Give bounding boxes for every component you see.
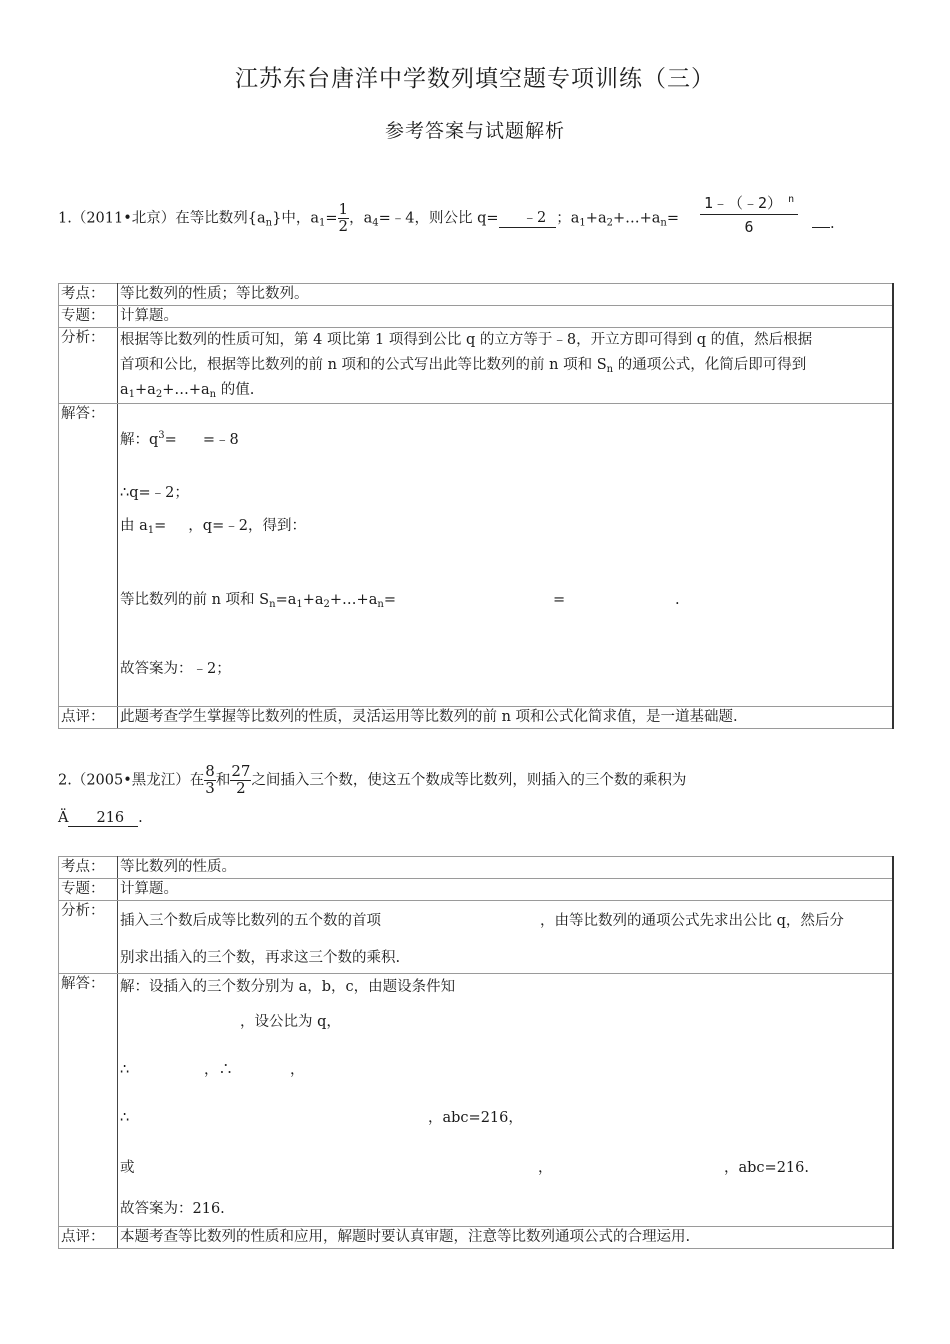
text: 的通项公式，化简后即可得到 — [613, 357, 807, 373]
fraction-numerator: 1 — [338, 200, 349, 218]
fraction-numerator: 8 — [205, 762, 215, 780]
fraction-denominator: 3 — [205, 778, 215, 797]
jieda-text: ，abc=216， — [428, 1110, 523, 1126]
therefore-symbol: ∴ — [120, 1110, 130, 1126]
zhuanti-content: 计算题。 — [118, 879, 894, 901]
q1-answer-2 — [700, 194, 798, 236]
sub: 1 — [147, 525, 155, 536]
text: 等比数列的前 n 项和 S — [120, 592, 270, 608]
zhuanti-label: 专题： — [59, 306, 118, 328]
sub: n — [209, 389, 217, 400]
jieda-text: ，abc=216. — [724, 1160, 809, 1176]
dianping-content: 本题考查等比数列的性质和应用，解题时要认真审题，注意等比数列通项公式的合理运用. — [118, 1227, 894, 1249]
q1-sub: 4 — [372, 217, 379, 229]
kaodian-content: 等比数列的性质。 — [118, 857, 894, 879]
dianping-content: 此题考查学生掌握等比数列的性质，灵活运用等比数列的前 n 项和公式化简求值，是一道基础题. — [118, 707, 894, 729]
q1-fraction — [338, 202, 350, 235]
answer-exponent: n — [788, 194, 795, 205]
kaodian-label: 考点： — [59, 857, 118, 879]
q1-text: = — [666, 210, 680, 227]
jieda-text: ， — [538, 1160, 553, 1176]
jieda-content — [118, 404, 894, 707]
q2-solution-table — [58, 856, 894, 1249]
q1-sub: 1 — [319, 217, 326, 229]
text: = — [383, 592, 396, 608]
answer-numerator: 1﹣（﹣2） — [704, 194, 783, 212]
jieda-content — [118, 974, 894, 1227]
q2-fraction-1 — [204, 764, 216, 797]
q1-sub: 2 — [606, 217, 613, 229]
q2-text: 和 — [215, 772, 231, 789]
q1-sub: n — [265, 217, 273, 229]
jieda-label: 解答： — [59, 974, 118, 1227]
zhuanti-label: 专题： — [59, 879, 118, 901]
dianping-label: 点评： — [59, 1227, 118, 1249]
jieda-line: ，设公比为 q， — [240, 1014, 341, 1030]
fraction-numerator: 27 — [231, 762, 251, 780]
question-1 — [58, 202, 679, 235]
jieda-line — [120, 430, 239, 451]
q1-text: = — [325, 210, 338, 227]
q1-sub: 1 — [579, 217, 586, 229]
q1-text: =﹣4，则公比 q= — [378, 210, 499, 227]
q1-solution-table — [58, 283, 894, 729]
page-title: 江苏东台唐洋中学数列填空题专项训练（三） — [235, 66, 715, 92]
q2-end: . — [138, 810, 143, 826]
jieda-label: 解答： — [59, 404, 118, 707]
sub: 2 — [155, 389, 163, 400]
fraction-denominator: 2 — [236, 778, 246, 797]
text: a — [120, 382, 129, 398]
jieda-line: 解：设插入的三个数分别为 a，b，c，由题设条件知 — [120, 979, 456, 995]
fenxi-line: ，由等比数列的通项公式先求出公比 q，然后分 — [540, 913, 844, 929]
text: = — [164, 432, 177, 448]
fraction-denominator: 2 — [338, 216, 349, 235]
blank-underline — [812, 227, 830, 228]
fenxi-content — [118, 901, 894, 974]
text: 解：q — [120, 432, 159, 448]
q1-text: +a — [585, 210, 607, 227]
sub: 1 — [296, 599, 303, 610]
q2-prefix-glyph: Ä — [58, 810, 69, 826]
table-row — [59, 879, 894, 901]
table-row — [59, 306, 894, 328]
q1-answer-end — [812, 216, 835, 232]
fenxi-content — [118, 328, 894, 404]
kaodian-label: 考点： — [59, 284, 118, 306]
fenxi-label: 分析： — [59, 901, 118, 974]
text: +…+a — [162, 382, 210, 398]
q2-text: 2.（2005•黑龙江）在 — [58, 772, 205, 789]
table-row — [59, 404, 894, 707]
fenxi-line — [120, 353, 890, 378]
jieda-line: 故答案为：216. — [120, 1201, 225, 1217]
fenxi-line — [120, 378, 890, 403]
table-row — [59, 284, 894, 306]
sub: n — [606, 364, 614, 375]
jieda-line — [120, 516, 306, 537]
table-row — [59, 901, 894, 974]
answer-denominator: 6 — [744, 218, 754, 236]
text: =﹣8 — [202, 432, 239, 448]
text: +a — [302, 592, 324, 608]
page-subtitle: 参考答案与试题解析 — [384, 120, 565, 142]
q1-text: 1.（2011•北京）在等比数列{a — [58, 210, 266, 227]
q2-fraction-2 — [230, 764, 251, 797]
sup: 3 — [158, 430, 165, 441]
q1-text: +…+a — [612, 210, 661, 227]
sub: 2 — [323, 599, 330, 610]
q1-end: . — [830, 216, 835, 232]
jieda-text: ， — [290, 1062, 305, 1078]
question-2 — [58, 764, 686, 797]
jieda-period: . — [675, 592, 680, 608]
jieda-line — [120, 590, 396, 611]
table-row — [59, 974, 894, 1227]
text: 的值. — [216, 382, 255, 398]
sub: n — [377, 599, 384, 610]
table-row — [59, 1227, 894, 1249]
q1-sub: n — [660, 217, 667, 229]
dianping-label: 点评： — [59, 707, 118, 729]
table-row — [59, 707, 894, 729]
jieda-line: 故答案为：﹣2； — [120, 661, 231, 677]
table-row — [59, 328, 894, 404]
text: ，q=﹣2，得到： — [188, 518, 306, 534]
q2-answer-line — [58, 810, 143, 827]
text: 首项和公比，根据等比数列的前 n 项和的公式写出此等比数列的前 n 项和 S — [120, 357, 607, 373]
fenxi-line: 根据等比数列的性质可知，第 4 项比第 1 项得到公比 q 的立方等于﹣8，开立方即可得到 q 的值，然后根据 — [120, 332, 813, 348]
text: +a — [135, 382, 156, 398]
jieda-text: 或 — [120, 1160, 135, 1176]
table-row — [59, 857, 894, 879]
q1-text: ；a — [556, 210, 580, 227]
zhuanti-content: 计算题。 — [118, 306, 894, 328]
jieda-text: ，∴ — [204, 1062, 233, 1078]
text: =a — [275, 592, 297, 608]
q2-text: 之间插入三个数，使这五个数成等比数列，则插入的三个数的乘积为 — [251, 772, 687, 789]
kaodian-content: 等比数列的性质；等比数列。 — [118, 284, 894, 306]
fenxi-label: 分析： — [59, 328, 118, 404]
q1-text: }中，a — [272, 210, 319, 227]
fenxi-line: 别求出插入的三个数，再求这三个数的乘积. — [120, 950, 401, 966]
text: +…+a — [329, 592, 378, 608]
q2-answer: 216 — [68, 810, 138, 827]
text: = — [154, 518, 167, 534]
text: 由 a — [120, 518, 148, 534]
therefore-symbol: ∴ — [120, 1062, 130, 1078]
q1-answer-1: ﹣2 — [499, 206, 557, 228]
q1-text: ，a — [349, 210, 373, 227]
fenxi-line: 插入三个数后成等比数列的五个数的首项 — [120, 913, 381, 929]
jieda-equals: = — [553, 592, 566, 608]
sub: n — [269, 599, 276, 610]
sub: 1 — [128, 389, 136, 400]
jieda-line: ∴q=﹣2； — [120, 485, 189, 501]
